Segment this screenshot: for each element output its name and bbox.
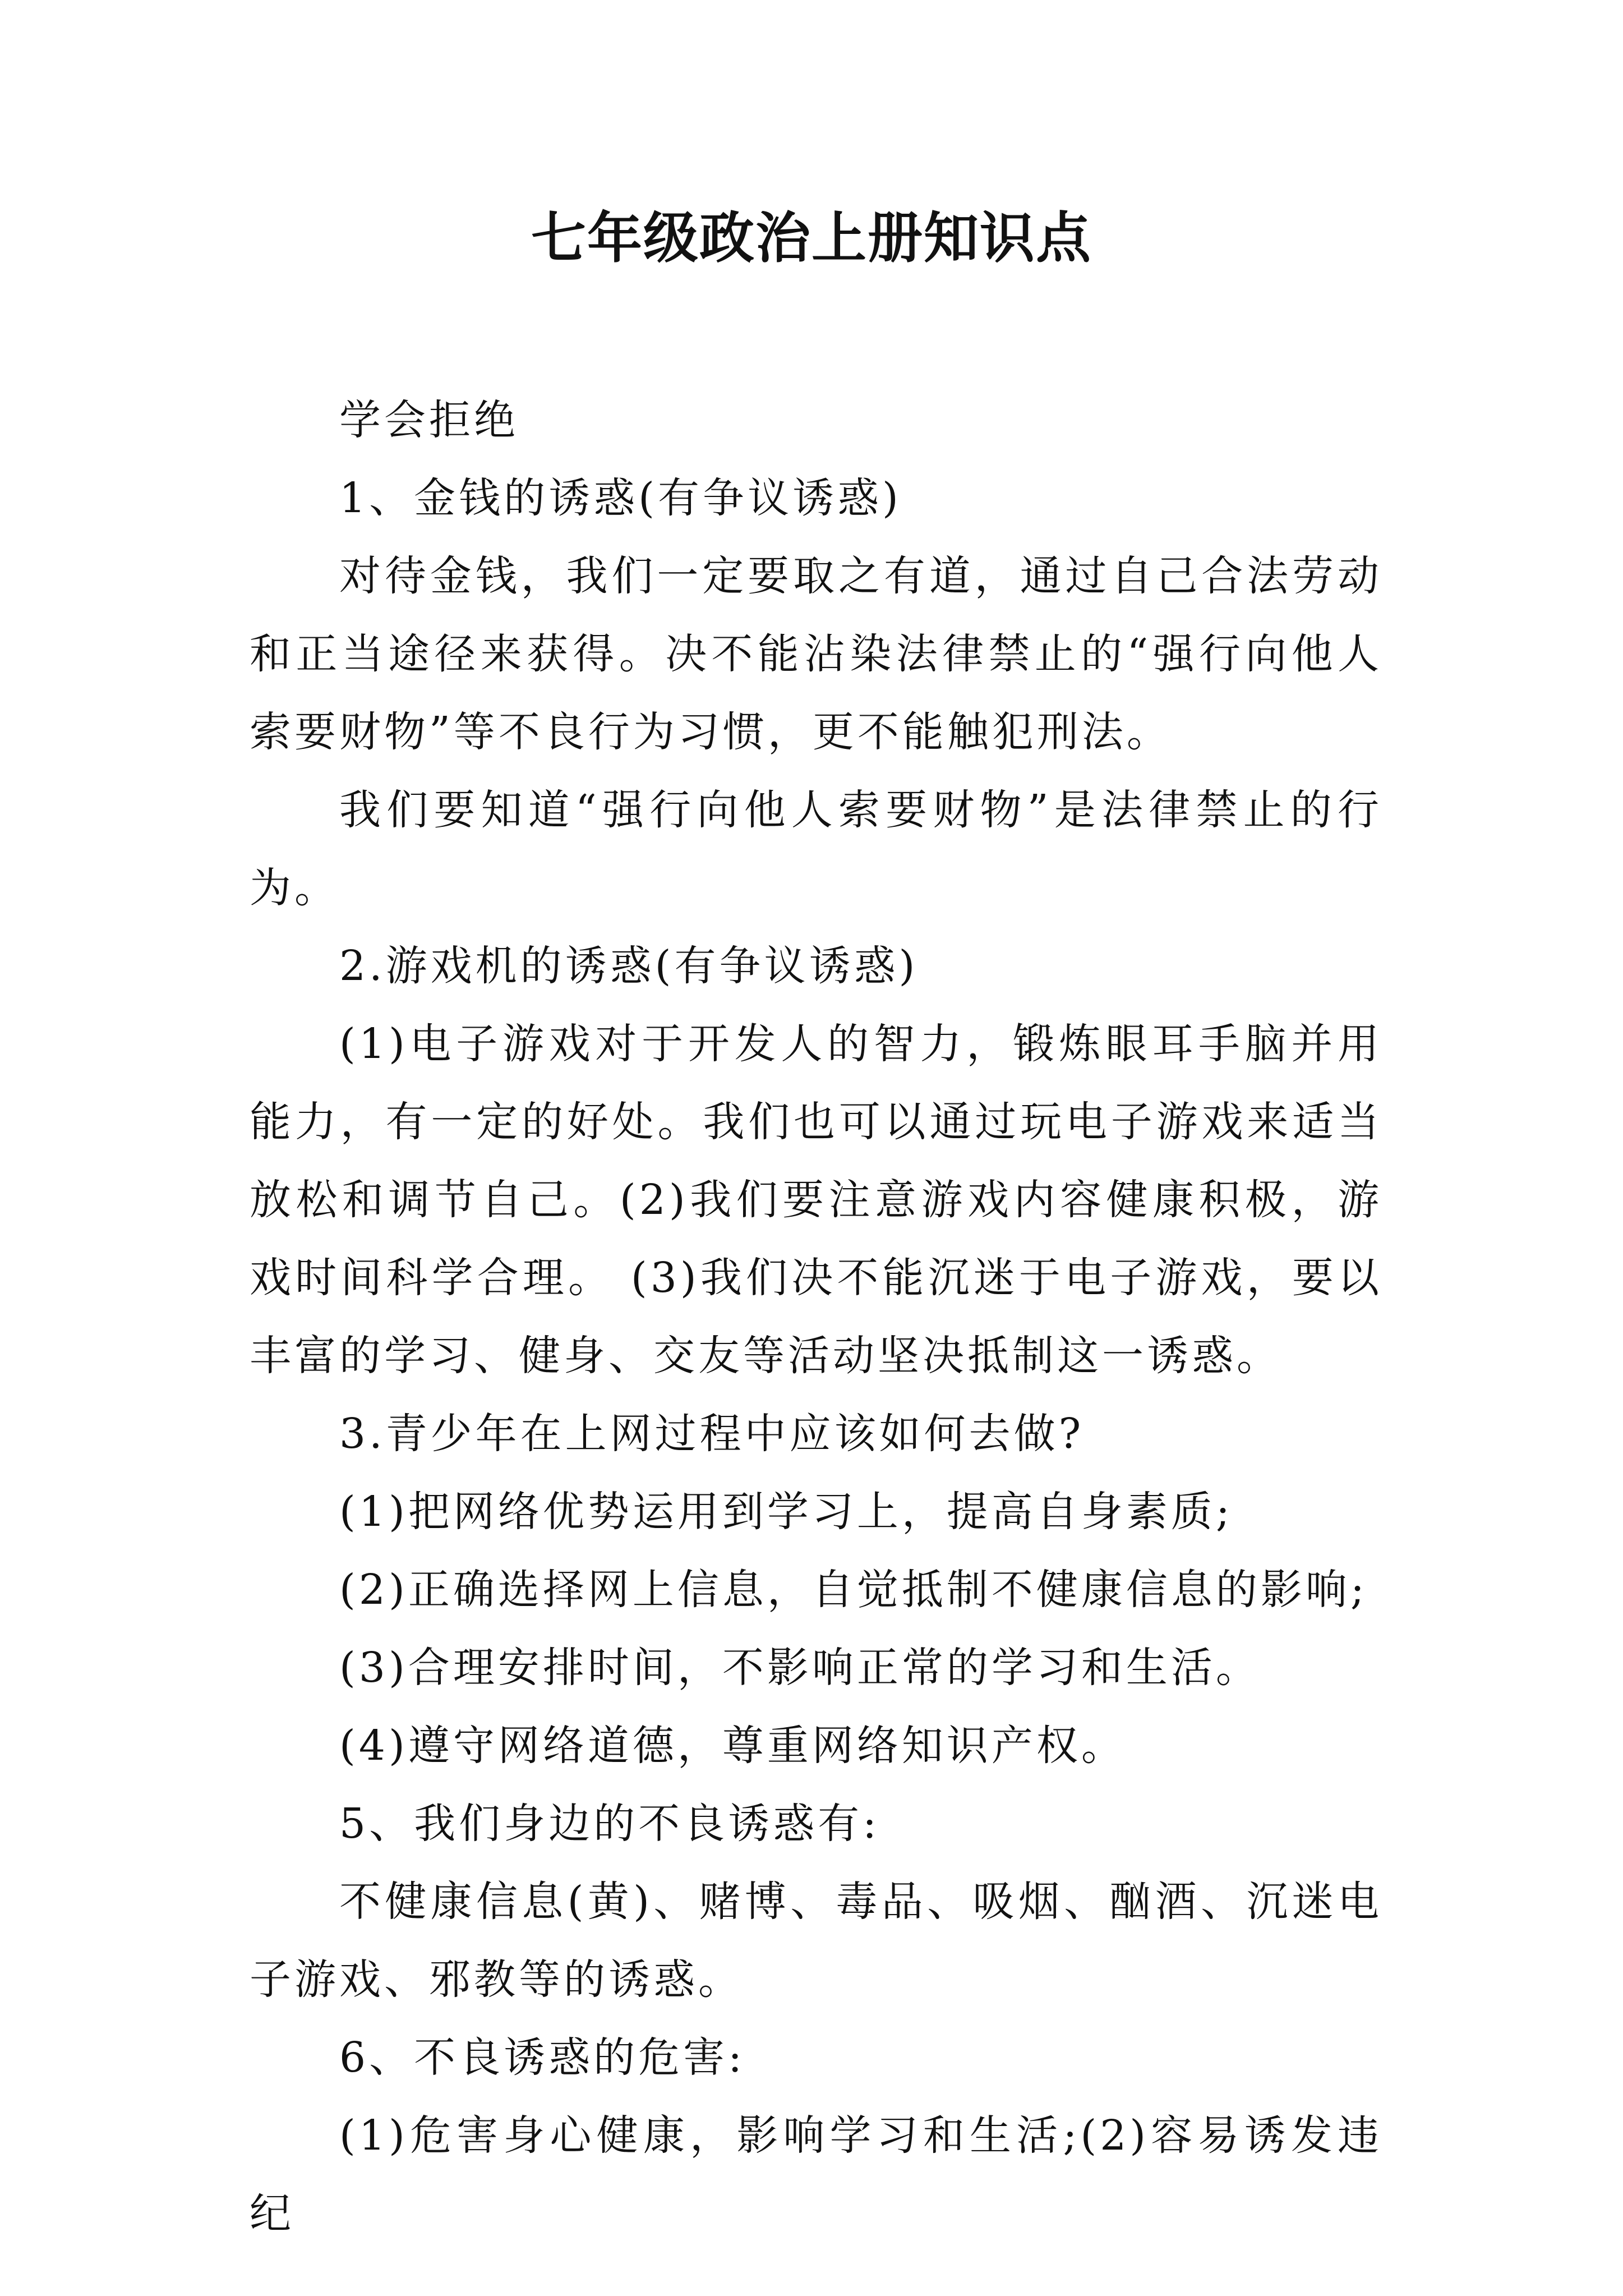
paragraph-game-points: (1)电子游戏对于开发人的智力，锻炼眼耳手脑并用能力，有一定的好处。我们也可以通过玩电子游戏来适当放松和调节自己。(2)我们要注意游戏内容健康积极，游戏时间科学合理。 (3)我们决不能沉迷于电子游戏，要以丰富的学习、健身、交友等活动坚决抵制这一诱惑。 [250, 1020, 1382, 1380]
section-heading-learn-to-refuse: 学会拒绝 [339, 396, 519, 444]
document-title: 七年级政治上册知识点 [531, 206, 1092, 270]
item-heading-bad-temptations: 5、我们身边的不良诱惑有: [339, 1800, 880, 1848]
paragraph-temptation-harm: (1)危害身心健康，影响学习和生活;(2)容易诱发违纪 [250, 2111, 1382, 2238]
item-heading-game-temptation: 2.游戏机的诱惑(有争议诱惑) [339, 942, 919, 990]
item-heading-temptation-harm: 6、不良诱惑的危害: [339, 2033, 746, 2082]
list-item-internet-1: (1)把网络优势运用到学习上，提高自身素质; [339, 1488, 1233, 1536]
item-heading-internet-use: 3.青少年在上网过程中应该如何去做? [339, 1410, 1085, 1458]
document-body [250, 381, 1382, 2253]
paragraph-money-attitude: 对待金钱，我们一定要取之有道，通过自己合法劳动和正当途径来获得。决不能沾染法律禁止的“强行向他人索要财物”等不良行为习惯，更不能触犯刑法。 [250, 552, 1382, 756]
list-item-internet-3: (3)合理安排时间，不影响正常的学习和生活。 [339, 1644, 1261, 1692]
list-item-internet-2: (2)正确选择网上信息，自觉抵制不健康信息的影响; [339, 1566, 1368, 1614]
list-item-internet-4: (4)遵守网络道德，尊重网络知识产权。 [339, 1722, 1126, 1770]
paragraph-bad-temptations-list: 不健康信息(黄)、赌博、毒品、吸烟、酗酒、沉迷电子游戏、邪教等的诱惑。 [250, 1878, 1382, 2004]
item-heading-money-temptation: 1、金钱的诱惑(有争议诱惑) [339, 474, 902, 522]
paragraph-money-law: 我们要知道“强行向他人索要财物”是法律禁止的行为。 [250, 786, 1382, 912]
